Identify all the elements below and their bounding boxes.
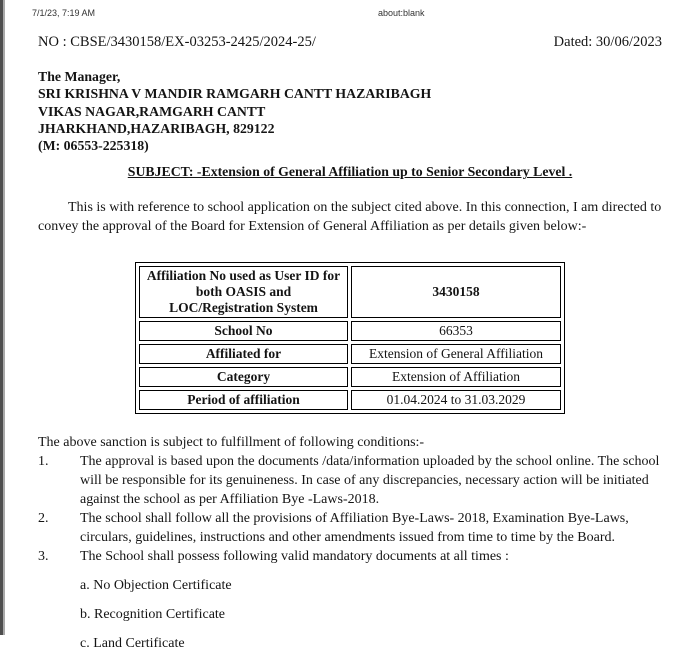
recipient-line: VIKAS NAGAR,RAMGARH CANTT xyxy=(38,103,266,119)
row-label: Period of affiliation xyxy=(139,390,348,410)
table-row xyxy=(139,266,561,318)
condition-text: The School shall possess following valid mandatory documents at all times : xyxy=(80,549,509,565)
row-value: 01.04.2024 to 31.03.2029 xyxy=(351,390,561,410)
document-item: a. No Objection Certificate xyxy=(80,578,232,594)
subject-line: SUBJECT: -Extension of General Affiliation up to Senior Secondary Level . xyxy=(127,164,573,180)
print-header-datetime: 7/1/23, 7:19 AM xyxy=(32,8,96,18)
reference-number: NO : CBSE/3430158/EX-03253-2425/2024-25/ xyxy=(38,34,316,50)
row-value: Extension of Affiliation xyxy=(351,367,561,387)
table-row xyxy=(139,367,561,387)
window-edge-strip xyxy=(0,0,5,635)
table-row xyxy=(139,321,561,341)
table-row xyxy=(139,390,561,410)
condition-text: The approval is based upon the documents /data/information uploaded by the school online. The school will be responsible for its genuineness. In case of any discrepancies, necessary action will be initiated against the school as per Affiliation Bye -Laws-2018. xyxy=(80,454,660,508)
row-value: 3430158 xyxy=(351,266,561,318)
intro-paragraph: This is with reference to school application on the subject cited above. In this connection, I am directed to convey the approval of the Board for Extension of General Affiliation as per details given below:- xyxy=(38,200,662,235)
conditions-intro: The above sanction is subject to fulfillment of following conditions:- xyxy=(38,435,425,451)
condition-number: 2. xyxy=(38,511,49,527)
recipient-line: (M: 06553-225318) xyxy=(38,138,149,154)
table-row xyxy=(139,344,561,364)
print-header-source: about:blank xyxy=(378,8,425,18)
document-item: b. Recognition Certificate xyxy=(80,607,226,623)
affiliation-details-table xyxy=(135,262,565,414)
row-label: School No xyxy=(139,321,348,341)
condition-item xyxy=(38,452,662,509)
condition-item xyxy=(38,547,662,566)
recipient-address-block xyxy=(38,68,662,154)
row-value: Extension of General Affiliation xyxy=(351,344,561,364)
condition-number: 1. xyxy=(38,454,49,470)
condition-text: The school shall follow all the provisions of Affiliation Bye-Laws- 2018, Examination Bye-Laws, circulars, guidelines, instructions and other amendments issued from time to time by the Board. xyxy=(80,511,629,546)
condition-number: 3. xyxy=(38,549,49,565)
recipient-line: The Manager, xyxy=(38,69,121,84)
document-item: c. Land Certificate xyxy=(80,636,185,652)
conditions-list xyxy=(38,452,662,566)
row-value: 66353 xyxy=(351,321,561,341)
recipient-line: JHARKHAND,HAZARIBAGH, 829122 xyxy=(38,120,275,136)
mandatory-documents-list xyxy=(80,576,662,653)
row-label: Affiliated for xyxy=(139,344,348,364)
reference-line xyxy=(38,33,662,52)
row-label: Category xyxy=(139,367,348,387)
condition-item xyxy=(38,509,662,547)
recipient-line: SRI KRISHNA V MANDIR RAMGARH CANTT HAZARIBAGH xyxy=(38,86,432,102)
letter-date: Dated: 30/06/2023 xyxy=(553,34,662,50)
row-label: Affiliation No used as User ID for both OASIS and LOC/Registration System xyxy=(139,266,348,318)
letter-content xyxy=(38,33,662,653)
